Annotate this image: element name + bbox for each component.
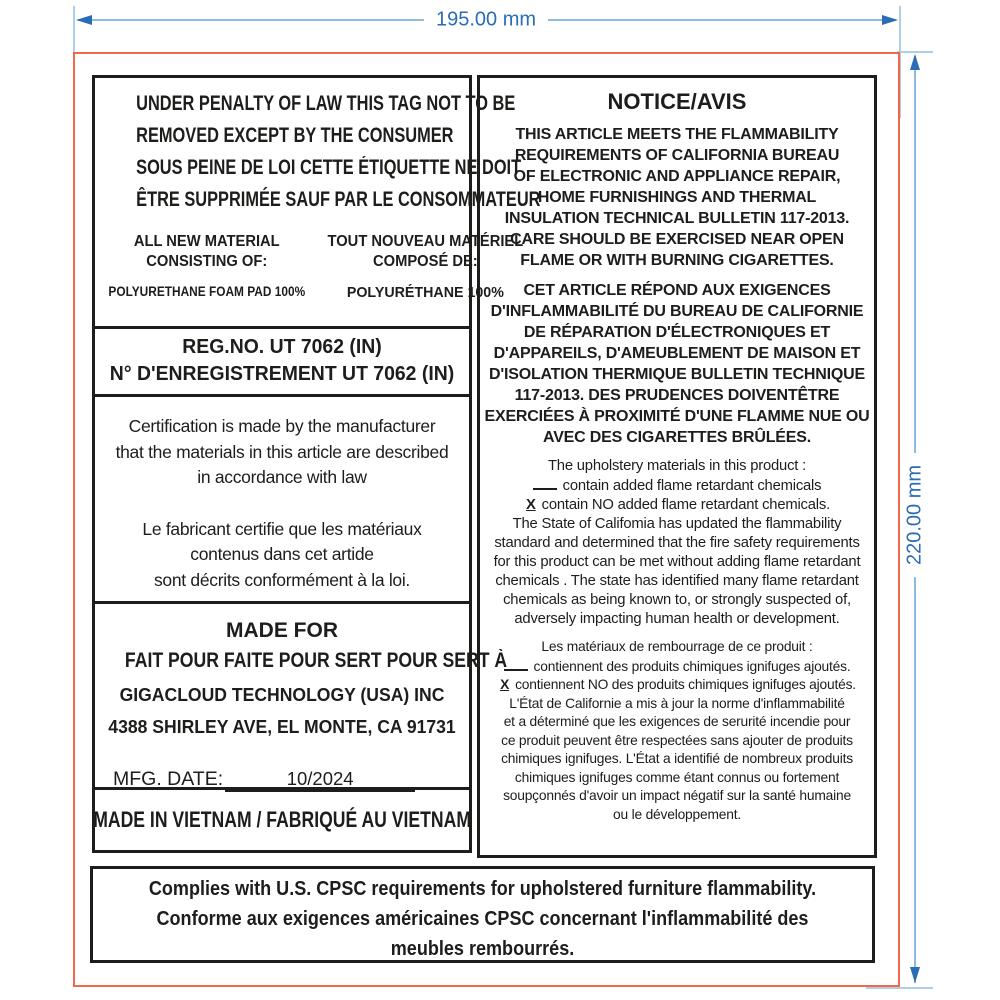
option-unchecked bbox=[482, 476, 872, 496]
dim-arrow-right-icon bbox=[882, 15, 898, 25]
notice-line: CARE SHOULD BE EXERCISED NEAR OPEN bbox=[510, 231, 844, 248]
extension-line bbox=[73, 6, 75, 52]
option-checked bbox=[482, 496, 872, 515]
materials-heading: CONSISTING OF: bbox=[146, 253, 268, 270]
spacer bbox=[95, 491, 469, 517]
made-for-heading: MADE FOR bbox=[226, 619, 338, 642]
materials-heading: COMPOSÉ DE: bbox=[372, 253, 478, 270]
certification-box bbox=[92, 394, 472, 604]
body-line: for this product can be met without adding flame retardant bbox=[493, 554, 861, 570]
width-dimension-label: 195.00 mm bbox=[424, 9, 548, 32]
penalty-line: REMOVED EXCEPT BY THE CONSUMER bbox=[136, 124, 454, 147]
penalty-line: SOUS PEINE DE LOI CETTE ÉTIQUETTE NE DOIT bbox=[136, 156, 522, 179]
notice-line: THIS ARTICLE MEETS THE FLAMMABILITY bbox=[515, 126, 839, 143]
option-unchecked-fr bbox=[482, 657, 872, 677]
notice-line-fr: 117-2013. DES PRUDENCES DOIVENTÊTRE bbox=[514, 387, 840, 404]
mfg-date-value: 10/2024 bbox=[225, 768, 415, 792]
upholstery-intro-fr: Les matériaux de rembourrage de ce produit : bbox=[541, 639, 813, 654]
registration-number-box bbox=[92, 326, 472, 397]
cpsc-compliance-box bbox=[90, 866, 875, 963]
penalty-statement-box bbox=[92, 75, 541, 329]
option-text: contiennent NO des produits chimiques ignifuges ajoutés. bbox=[515, 677, 856, 692]
notice-line-fr: EXERCIÉES À PROXIMITÉ D'UNE FLAMME NUE OU bbox=[484, 408, 870, 425]
materials-content: POLYURETHANE FOAM PAD 100% bbox=[108, 284, 306, 299]
height-dimension-label: 220.00 mm bbox=[904, 453, 927, 577]
notice-title: NOTICE/AVIS bbox=[607, 89, 747, 114]
notice-line-fr: DE RÉPARATION D'ÉLECTRONIQUES ET bbox=[523, 324, 831, 341]
country-of-origin-box bbox=[92, 787, 472, 853]
body-line-fr: L'État de Californie a mis à jour la norme d'inflammabilité bbox=[509, 695, 845, 711]
company-name: GIGACLOUD TECHNOLOGY (USA) INC bbox=[119, 684, 445, 705]
made-for-box bbox=[92, 601, 508, 790]
notice-line: OF ELECTRONIC AND APPLIANCE REPAIR, bbox=[513, 168, 841, 185]
notice-line-fr: D'APPAREILS, D'AMEUBLEMENT DE MAISON ET bbox=[493, 345, 861, 362]
upholstery-intro: The upholstery materials in this product : bbox=[547, 458, 807, 474]
body-line: chemicals as being known to, or strongly suspected of, bbox=[503, 592, 851, 608]
body-line-fr: et a déterminé que les exigences de serurité incendie pour bbox=[503, 714, 851, 729]
certification-line-fr: sont décrits conformément à la loi. bbox=[153, 569, 410, 590]
notice-line-fr: CET ARTICLE RÉPOND AUX EXIGENCES bbox=[523, 282, 831, 299]
option-text: contain added flame retardant chemicals bbox=[562, 478, 822, 494]
upholstery-statement-english bbox=[482, 457, 872, 629]
notice-line-fr: AVEC DES CIGARETTES BRÛLÉES. bbox=[543, 429, 811, 446]
certification-line: Certification is made by the manufacturer bbox=[128, 416, 436, 436]
dim-arrow-left-icon bbox=[76, 15, 92, 25]
body-line: standard and determined that the fire safety requirements bbox=[494, 535, 860, 551]
materials-section bbox=[95, 232, 523, 301]
penalty-line: ÊTRE SUPPRIMÉE SAUF PAR LE CONSOMMATEUR bbox=[136, 188, 541, 211]
x-checkmark: X bbox=[500, 677, 510, 692]
extension-line bbox=[866, 987, 933, 989]
registration-number: REG.NO. UT 7062 (IN) bbox=[182, 336, 382, 358]
company-address: 4388 SHIRLEY AVE, EL MONTE, CA 91731 bbox=[108, 716, 456, 737]
body-line-fr: soupçonnés d'avoir un impact négatif sur la santé humaine bbox=[503, 788, 851, 803]
body-line: adversely impacting human health or development. bbox=[514, 611, 840, 627]
certification-line: in accordance with law bbox=[197, 467, 367, 487]
cpsc-line: Complies with U.S. CPSC requirements for upholstered furniture flammability. bbox=[148, 877, 817, 900]
option-checked-fr bbox=[482, 676, 872, 695]
notice-line: INSULATION TECHNICAL BULLETIN 117-2013. bbox=[504, 210, 850, 227]
notice-english bbox=[482, 124, 872, 271]
blank-line bbox=[533, 476, 557, 490]
country-of-origin: MADE IN VIETNAM / FABRIQUÉ AU VIETNAM bbox=[93, 807, 471, 832]
body-line-fr: ou le développement. bbox=[613, 806, 741, 822]
cpsc-line-fr: meubles rembourrés. bbox=[390, 937, 575, 960]
cpsc-line-fr: Conforme aux exigences américaines CPSC concernant l'inflammabilité des bbox=[156, 907, 809, 930]
body-line-fr: ce produit peuvent être respectées sans ajouter de produits bbox=[501, 732, 853, 748]
materials-heading: TOUT NOUVEAU MATÉRIEL bbox=[327, 233, 523, 250]
blank-line bbox=[504, 657, 528, 671]
option-text: contiennent des produits chimiques ignifuges ajoutés. bbox=[533, 658, 851, 674]
dim-arrow-down-icon bbox=[910, 967, 920, 983]
notice-french bbox=[482, 280, 872, 448]
penalty-line: UNDER PENALTY OF LAW THIS TAG NOT TO BE bbox=[136, 92, 516, 115]
made-for-heading-fr: FAIT POUR FAITE POUR SERT POUR SERT À bbox=[124, 649, 508, 672]
extension-line bbox=[897, 51, 933, 53]
penalty-statement bbox=[95, 78, 541, 216]
materials-heading: ALL NEW MATERIAL bbox=[133, 233, 280, 250]
notice-line-fr: D'INFLAMMABILITÉ DU BUREAU DE CALIFORNIE bbox=[490, 303, 864, 320]
option-text: contain NO added flame retardant chemicals. bbox=[541, 497, 830, 513]
materials-content: POLYURÉTHANE 100% bbox=[346, 284, 504, 301]
certification-line-fr: Le fabricant certifie que les matériaux bbox=[142, 518, 422, 539]
notice-line-fr: D'ISOLATION THERMIQUE BULLETIN TECHNIQUE bbox=[489, 366, 865, 383]
certification-line-fr: contenus dans cet artide bbox=[190, 544, 374, 564]
registration-number-fr: N° D'ENREGISTREMENT UT 7062 (IN) bbox=[109, 363, 455, 385]
dim-arrow-up-icon bbox=[910, 54, 920, 70]
notice-line: FLAME OR WITH BURNING CIGARETTES. bbox=[520, 252, 834, 269]
body-line-fr: chimiques ignifuges. L'État a identifié de nombreux produits bbox=[501, 751, 853, 766]
notice-line: REQUIREMENTS OF CALIFORNIA BUREAU bbox=[514, 147, 840, 164]
materials-english bbox=[95, 232, 319, 301]
notice-box bbox=[477, 75, 877, 858]
notice-line: HOME FURNISHINGS AND THERMAL bbox=[537, 189, 817, 206]
upholstery-statement-french bbox=[482, 638, 872, 824]
certification-line: that the materials in this article are described bbox=[115, 441, 449, 462]
mfg-date-label: MFG. DATE: bbox=[113, 768, 224, 790]
x-checkmark: X bbox=[526, 497, 536, 513]
body-line: The State of Califomia has updated the flammability bbox=[512, 516, 842, 532]
body-line: chemicals . The state has identified many flame retardant bbox=[495, 573, 859, 589]
body-line-fr: chimiques ignifuges comme étant connus ou fortement bbox=[514, 769, 840, 785]
